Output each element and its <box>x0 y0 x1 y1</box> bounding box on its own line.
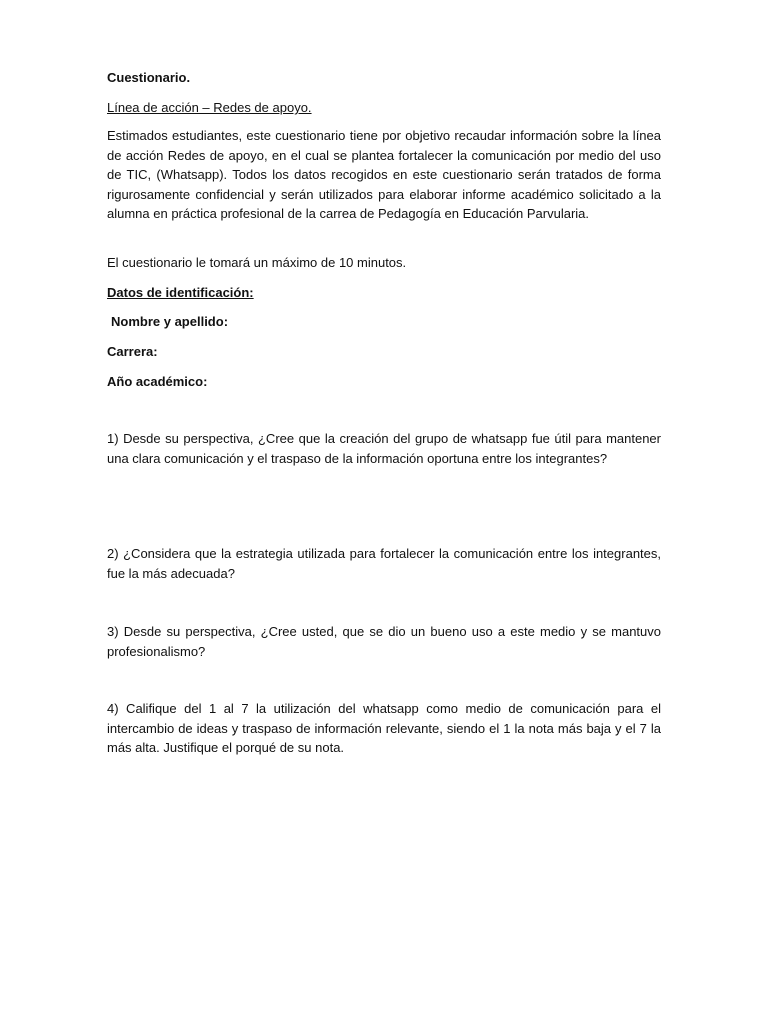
document-subtitle: Línea de acción – Redes de apoyo. <box>107 100 312 115</box>
time-note: El cuestionario le tomará un máximo de 10 minutos. <box>107 255 407 270</box>
question-4: 4) Califique del 1 al 7 la utilización del whatsapp como medio de comunicación para el intercambio de ideas y traspaso de información relevante, siendo el 1 la nota más baja y el 7 la más alta. Justifique el porqué de su nota. <box>107 701 661 755</box>
identification-heading: Datos de identificación: <box>107 285 254 300</box>
question-3: 3) Desde su perspectiva, ¿Cree usted, que se dio un bueno uso a este medio y se mantuvo profesionalismo? <box>107 624 661 659</box>
question-1: 1) Desde su perspectiva, ¿Cree que la creación del grupo de whatsapp fue útil para mantener una clara comunicación y el traspaso de la información oportuna entre los integrantes? <box>107 431 661 466</box>
field-name: Nombre y apellido: <box>111 314 229 329</box>
field-academic-year: Año académico: <box>107 374 208 389</box>
document-title: Cuestionario. <box>107 70 191 85</box>
intro-paragraph: Estimados estudiantes, este cuestionario tiene por objetivo recaudar información sobre la línea de acción Redes de apoyo, en el cual se plantea fortalecer la comunicación por medio del uso de TIC, (Whatsapp). Todos los datos recogidos en este cuestionario serán tratados de forma rigurosamente confidencial y serán utilizados para elaborar informe académico solicitado a la alumna en práctica profesional de la carrea de Pedagogía en Educación Parvularia. <box>107 128 661 221</box>
field-career: Carrera: <box>107 344 158 359</box>
question-2: 2) ¿Considera que la estrategia utilizada para fortalecer la comunicación entre los integrantes, fue la más adecuada? <box>107 546 661 581</box>
